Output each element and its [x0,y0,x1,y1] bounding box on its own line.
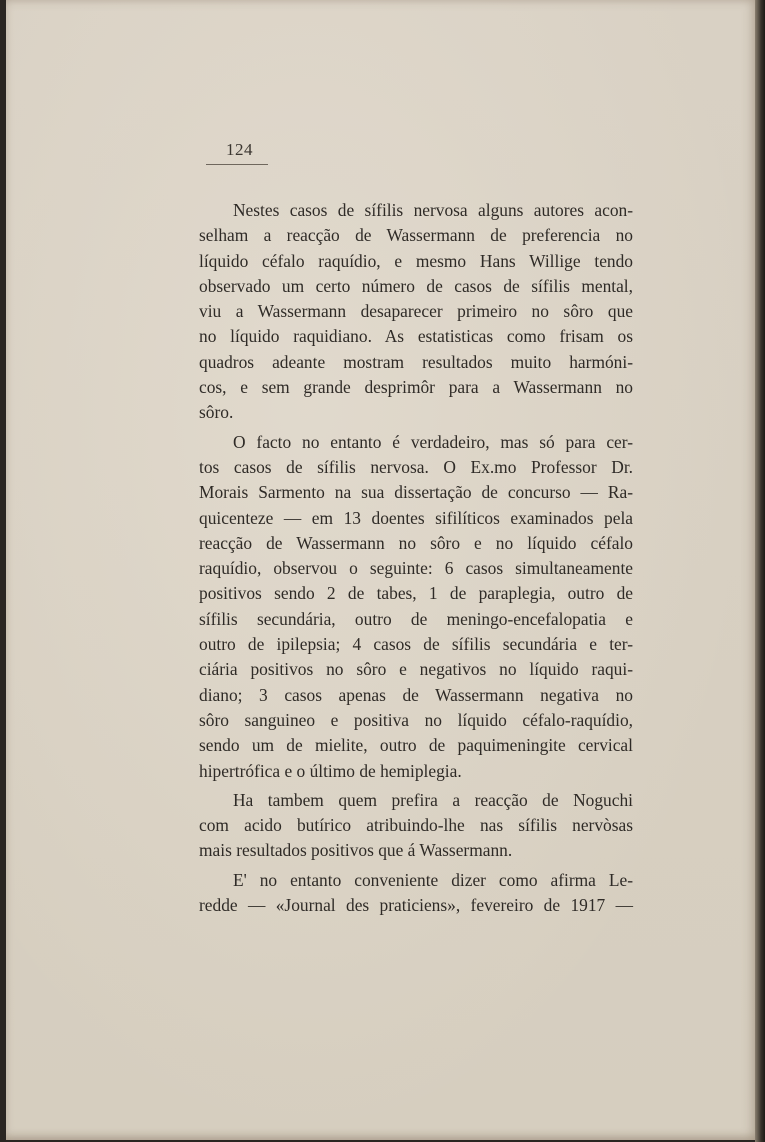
paragraph-2 [199,430,633,784]
text-line: com acido butírico atribuindo-lhe nas sífilis nervòsas [199,815,633,836]
text-line: Nestes casos de sífilis nervosa alguns autores acon- [233,200,633,220]
text-line: selham a reacção de Wassermann de preferencia no [199,225,633,246]
text-line: raquídio, observou o seguinte: 6 casos simultaneamente [199,558,633,579]
text-line: outro de ipilepsia; 4 casos de sífilis secundária e ter- [199,634,633,655]
text-line: quicenteze — em 13 doentes sifilíticos examinados pela [199,507,633,528]
paragraph-4 [199,868,633,919]
text-line: líquido céfalo raquídio, e mesmo Hans Willige tendo [199,250,633,271]
text-line: sôro. [199,402,234,423]
text-line: sífilis secundária, outro de meningo-encefalopatia e [199,608,633,629]
text-line: mais resultados positivos que á Wassermann. [199,840,513,861]
text-line: observado um certo número de casos de sífilis mental, [199,275,633,296]
book-page [6,0,758,1140]
page-number-rule [206,164,268,165]
text-line: tos casos de sífilis nervosa. O Ex.mo Professor Dr. [199,456,633,477]
page-number: 124 [226,140,253,159]
text-line: sôro sanguineo e positiva no líquido céfalo-raquídio, [199,709,633,730]
text-line: positivos sendo 2 de tabes, 1 de paraplegia, outro de [199,583,633,604]
text-line: redde — «Journal des praticiens», fevereiro de 1917 — [199,895,633,916]
text-line: ciária positivos no sôro e negativos no líquido raqui- [199,659,633,680]
text-line: quadros adeante mostram resultados muito harmóni- [199,351,633,372]
text-line: viu a Wassermann desaparecer primeiro no sôro que [199,301,633,322]
text-line: Ha tambem quem prefira a reacção de Noguchi [233,789,633,810]
text-line: sendo um de mielite, outro de paquimeningite cervical [199,735,633,756]
body-text [199,198,633,918]
text-line: no líquido raquidiano. As estatisticas como frisam os [199,326,633,347]
paragraph-3 [199,788,633,864]
text-line: hipertrófica e o último de hemiplegia. [199,760,462,781]
text-line: Morais Sarmento na sua dissertação de concurso — Ra- [199,482,633,503]
text-line: diano; 3 casos apenas de Wassermann negativa no [199,684,633,705]
paragraph-1 [199,198,633,426]
text-line: cos, e sem grande desprimôr para a Wassermann no [199,377,633,398]
text-line: E' no entanto conveniente dizer como afirma Le- [233,869,633,890]
text-line: reacção de Wassermann no sôro e no líquido céfalo [199,532,633,553]
text-line: O facto no entanto é verdadeiro, mas só para cer- [233,431,633,452]
book-spine-edge [755,0,765,1142]
